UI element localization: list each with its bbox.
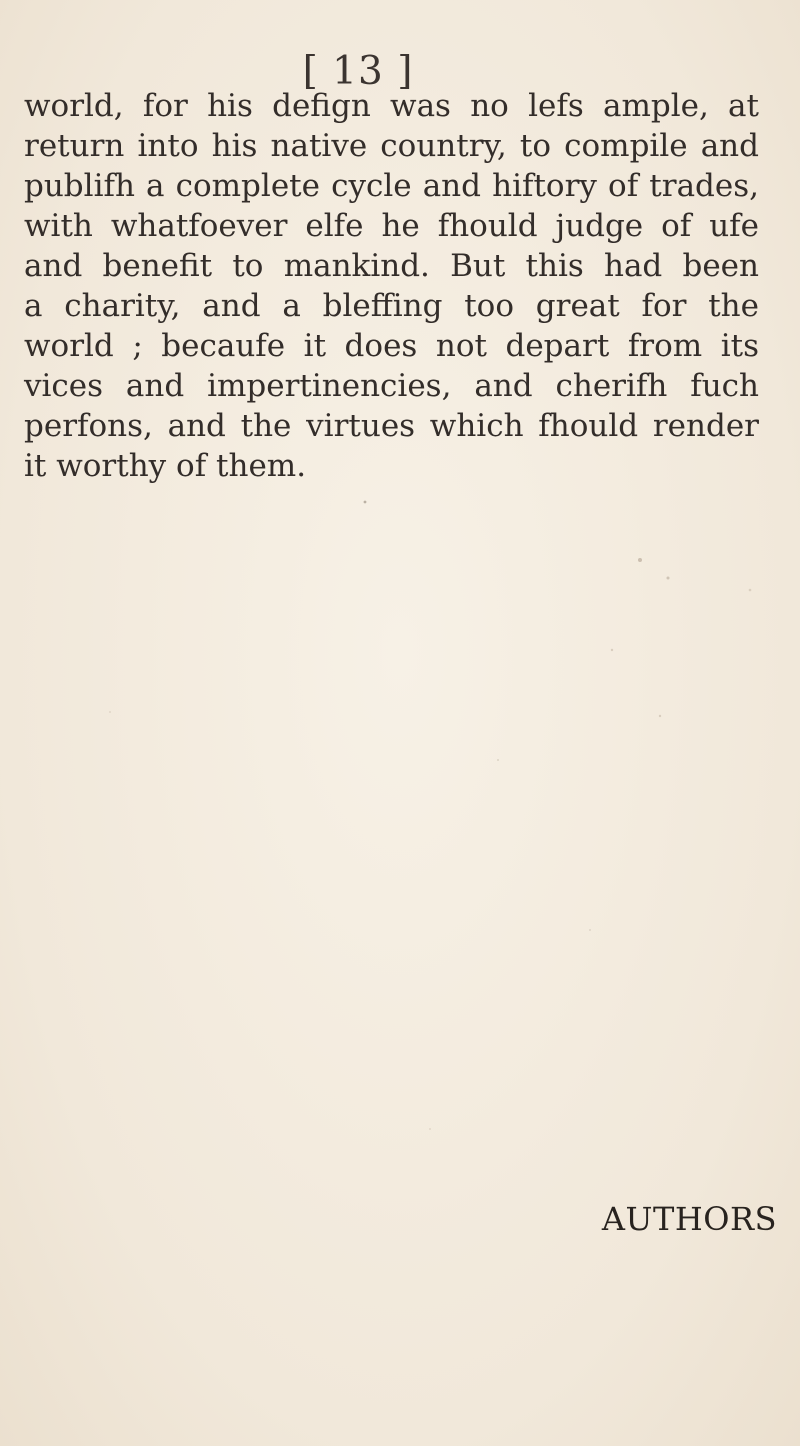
text-line: perfons, and the virtues which fhould render [24,408,759,444]
text-line: world ; becaufe it does not depart from its [24,328,759,364]
text-line: and benefit to mankind. But this had been [24,248,759,284]
text-line: publifh a complete cycle and hiftory of trades, [24,168,759,204]
paragraph [24,86,759,486]
text-line: return into his native country, to compile and [24,128,759,164]
catchword: AUTHORS [601,1200,777,1238]
text-line: a charity, and a bleffing too great for the [24,288,759,324]
page-number: [ 13 ] [302,49,414,94]
text-line: vices and impertinencies, and cherifh fuch [24,368,759,404]
text-line: it worthy of them. [24,448,307,484]
text-line: with whatfoever elfe he fhould judge of ufe [24,208,759,244]
text-line: world, for his defign was no lefs ample, at [24,88,759,124]
